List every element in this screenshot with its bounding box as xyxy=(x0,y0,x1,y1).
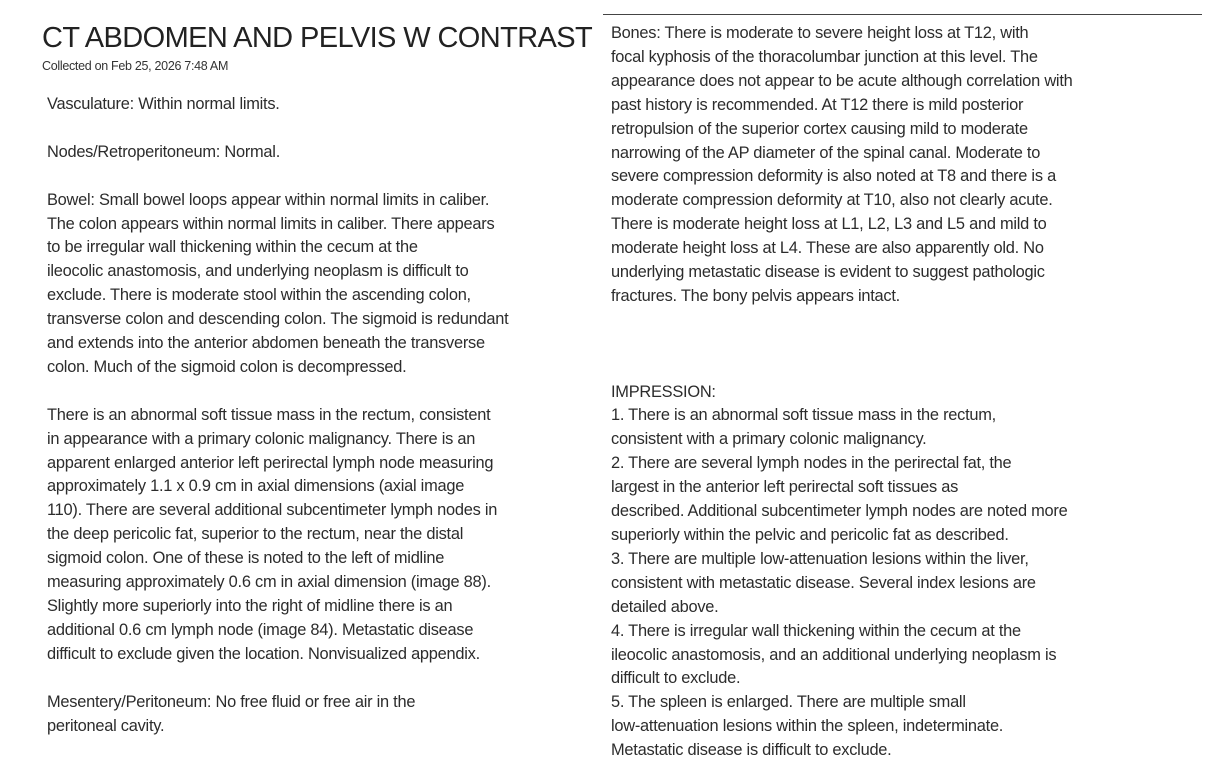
spacer xyxy=(611,333,1171,381)
section-bones xyxy=(611,22,1171,309)
report-title: CT ABDOMEN AND PELVIS W CONTRAST xyxy=(42,22,593,54)
text-line: Metastatic disease is difficult to exclude. xyxy=(611,741,892,760)
report-left-column xyxy=(47,93,587,762)
text-line: sigmoid colon. One of these is noted to the left of midline xyxy=(47,549,445,568)
text-line: and extends into the anterior abdomen beneath the transverse xyxy=(47,334,485,353)
text-line: Slightly more superiorly into the right of midline there is an xyxy=(47,596,453,615)
text-line: described. Additional subcentimeter lymph nodes are noted more xyxy=(611,502,1068,521)
text-line: moderate compression deformity at T10, also not clearly acute. xyxy=(611,191,1053,210)
text-line: moderate height loss at L4. These are also apparently old. No xyxy=(611,239,1044,258)
text-line: Bones: There is moderate to severe height loss at T12, with xyxy=(611,24,1029,42)
section-nodes xyxy=(47,141,587,165)
text-line: Vasculature: Within normal limits. xyxy=(47,95,280,113)
text-line: approximately 1.1 x 0.9 cm in axial dimensions (axial image xyxy=(47,477,465,496)
text-line: low-attenuation lesions within the spleen, indeterminate. xyxy=(611,717,1004,736)
section-vasculature xyxy=(47,93,587,117)
text-line: 1. There is an abnormal soft tissue mass in the rectum, xyxy=(611,406,996,425)
text-line: severe compression deformity is also noted at T8 and there is a xyxy=(611,167,1056,186)
impression-list xyxy=(611,404,1171,763)
text-line: difficult to exclude. xyxy=(611,669,741,688)
text-line: There is moderate height loss at L1, L2, L3 and L5 and mild to xyxy=(611,215,1047,234)
text-line: exclude. There is moderate stool within the ascending colon, xyxy=(47,286,471,305)
column-divider xyxy=(603,14,1202,15)
text-line: 5. The spleen is enlarged. There are multiple small xyxy=(611,693,966,712)
text-line: narrowing of the AP diameter of the spinal canal. Moderate to xyxy=(611,143,1041,162)
text-line: Bowel: Small bowel loops appear within normal limits in caliber. xyxy=(47,190,490,209)
impression-heading: IMPRESSION: xyxy=(611,382,716,401)
collected-timestamp: Collected on Feb 25, 2026 7:48 AM xyxy=(42,59,229,73)
section-bowel xyxy=(47,189,587,380)
text-line: superiorly within the pelvic and pericolic fat as described. xyxy=(611,526,1009,544)
text-line: transverse colon and descending colon. The sigmoid is redundant xyxy=(47,310,509,329)
text-line: Nodes/Retroperitoneum: Normal. xyxy=(47,142,280,161)
text-line: ileocolic anastomosis, and an additional underlying neoplasm is xyxy=(611,645,1057,664)
text-line: 110). There are several additional subcentimeter lymph nodes in xyxy=(47,501,498,520)
text-line: 3. There are multiple low-attenuation lesions within the liver, xyxy=(611,549,1029,568)
text-line: 2. There are several lymph nodes in the perirectal fat, the xyxy=(611,454,1012,473)
text-line: apparent enlarged anterior left perirectal lymph node measuring xyxy=(47,453,494,472)
text-line: difficult to exclude given the location. Nonvisualized appendix. xyxy=(47,644,480,663)
text-line: ileocolic anastomosis, and underlying neoplasm is difficult to xyxy=(47,262,469,281)
text-line: Mesentery/Peritoneum: No free fluid or free air in the xyxy=(47,692,416,711)
text-line: underlying metastatic disease is evident to suggest pathologic xyxy=(611,263,1045,282)
text-line: There is an abnormal soft tissue mass in the rectum, consistent xyxy=(47,405,491,424)
report-right-column xyxy=(611,22,1171,763)
text-line: focal kyphosis of the thoracolumbar junction at this level. The xyxy=(611,47,1038,66)
section-rectum-findings xyxy=(47,404,587,667)
text-line: past history is recommended. At T12 there is mild posterior xyxy=(611,95,1024,114)
text-line: additional 0.6 cm lymph node (image 84). Metastatic disease xyxy=(47,620,474,639)
text-line: peritoneal cavity. xyxy=(47,716,165,735)
text-line: in appearance with a primary colonic malignancy. There is an xyxy=(47,429,476,448)
text-line: The colon appears within normal limits in caliber. There appears xyxy=(47,214,495,233)
text-line: consistent with a primary colonic malignancy. xyxy=(611,430,927,449)
text-line: detailed above. xyxy=(611,597,719,616)
text-line: fractures. The bony pelvis appears intact. xyxy=(611,286,900,305)
section-mesentery xyxy=(47,691,587,739)
text-line: largest in the anterior left perirectal soft tissues as xyxy=(611,478,959,497)
text-line: 4. There is irregular wall thickening within the cecum at the xyxy=(611,621,1021,640)
text-line: retropulsion of the superior cortex causing mild to moderate xyxy=(611,119,1028,138)
text-line: to be irregular wall thickening within the cecum at the xyxy=(47,238,418,257)
text-line: colon. Much of the sigmoid colon is decompressed. xyxy=(47,357,407,376)
text-line: appearance does not appear to be acute although correlation with xyxy=(611,71,1073,90)
text-line: consistent with metastatic disease. Several index lesions are xyxy=(611,573,1036,592)
text-line: measuring approximately 0.6 cm in axial dimension (image 88). xyxy=(47,573,491,592)
text-line: the deep pericolic fat, superior to the rectum, near the distal xyxy=(47,525,464,544)
